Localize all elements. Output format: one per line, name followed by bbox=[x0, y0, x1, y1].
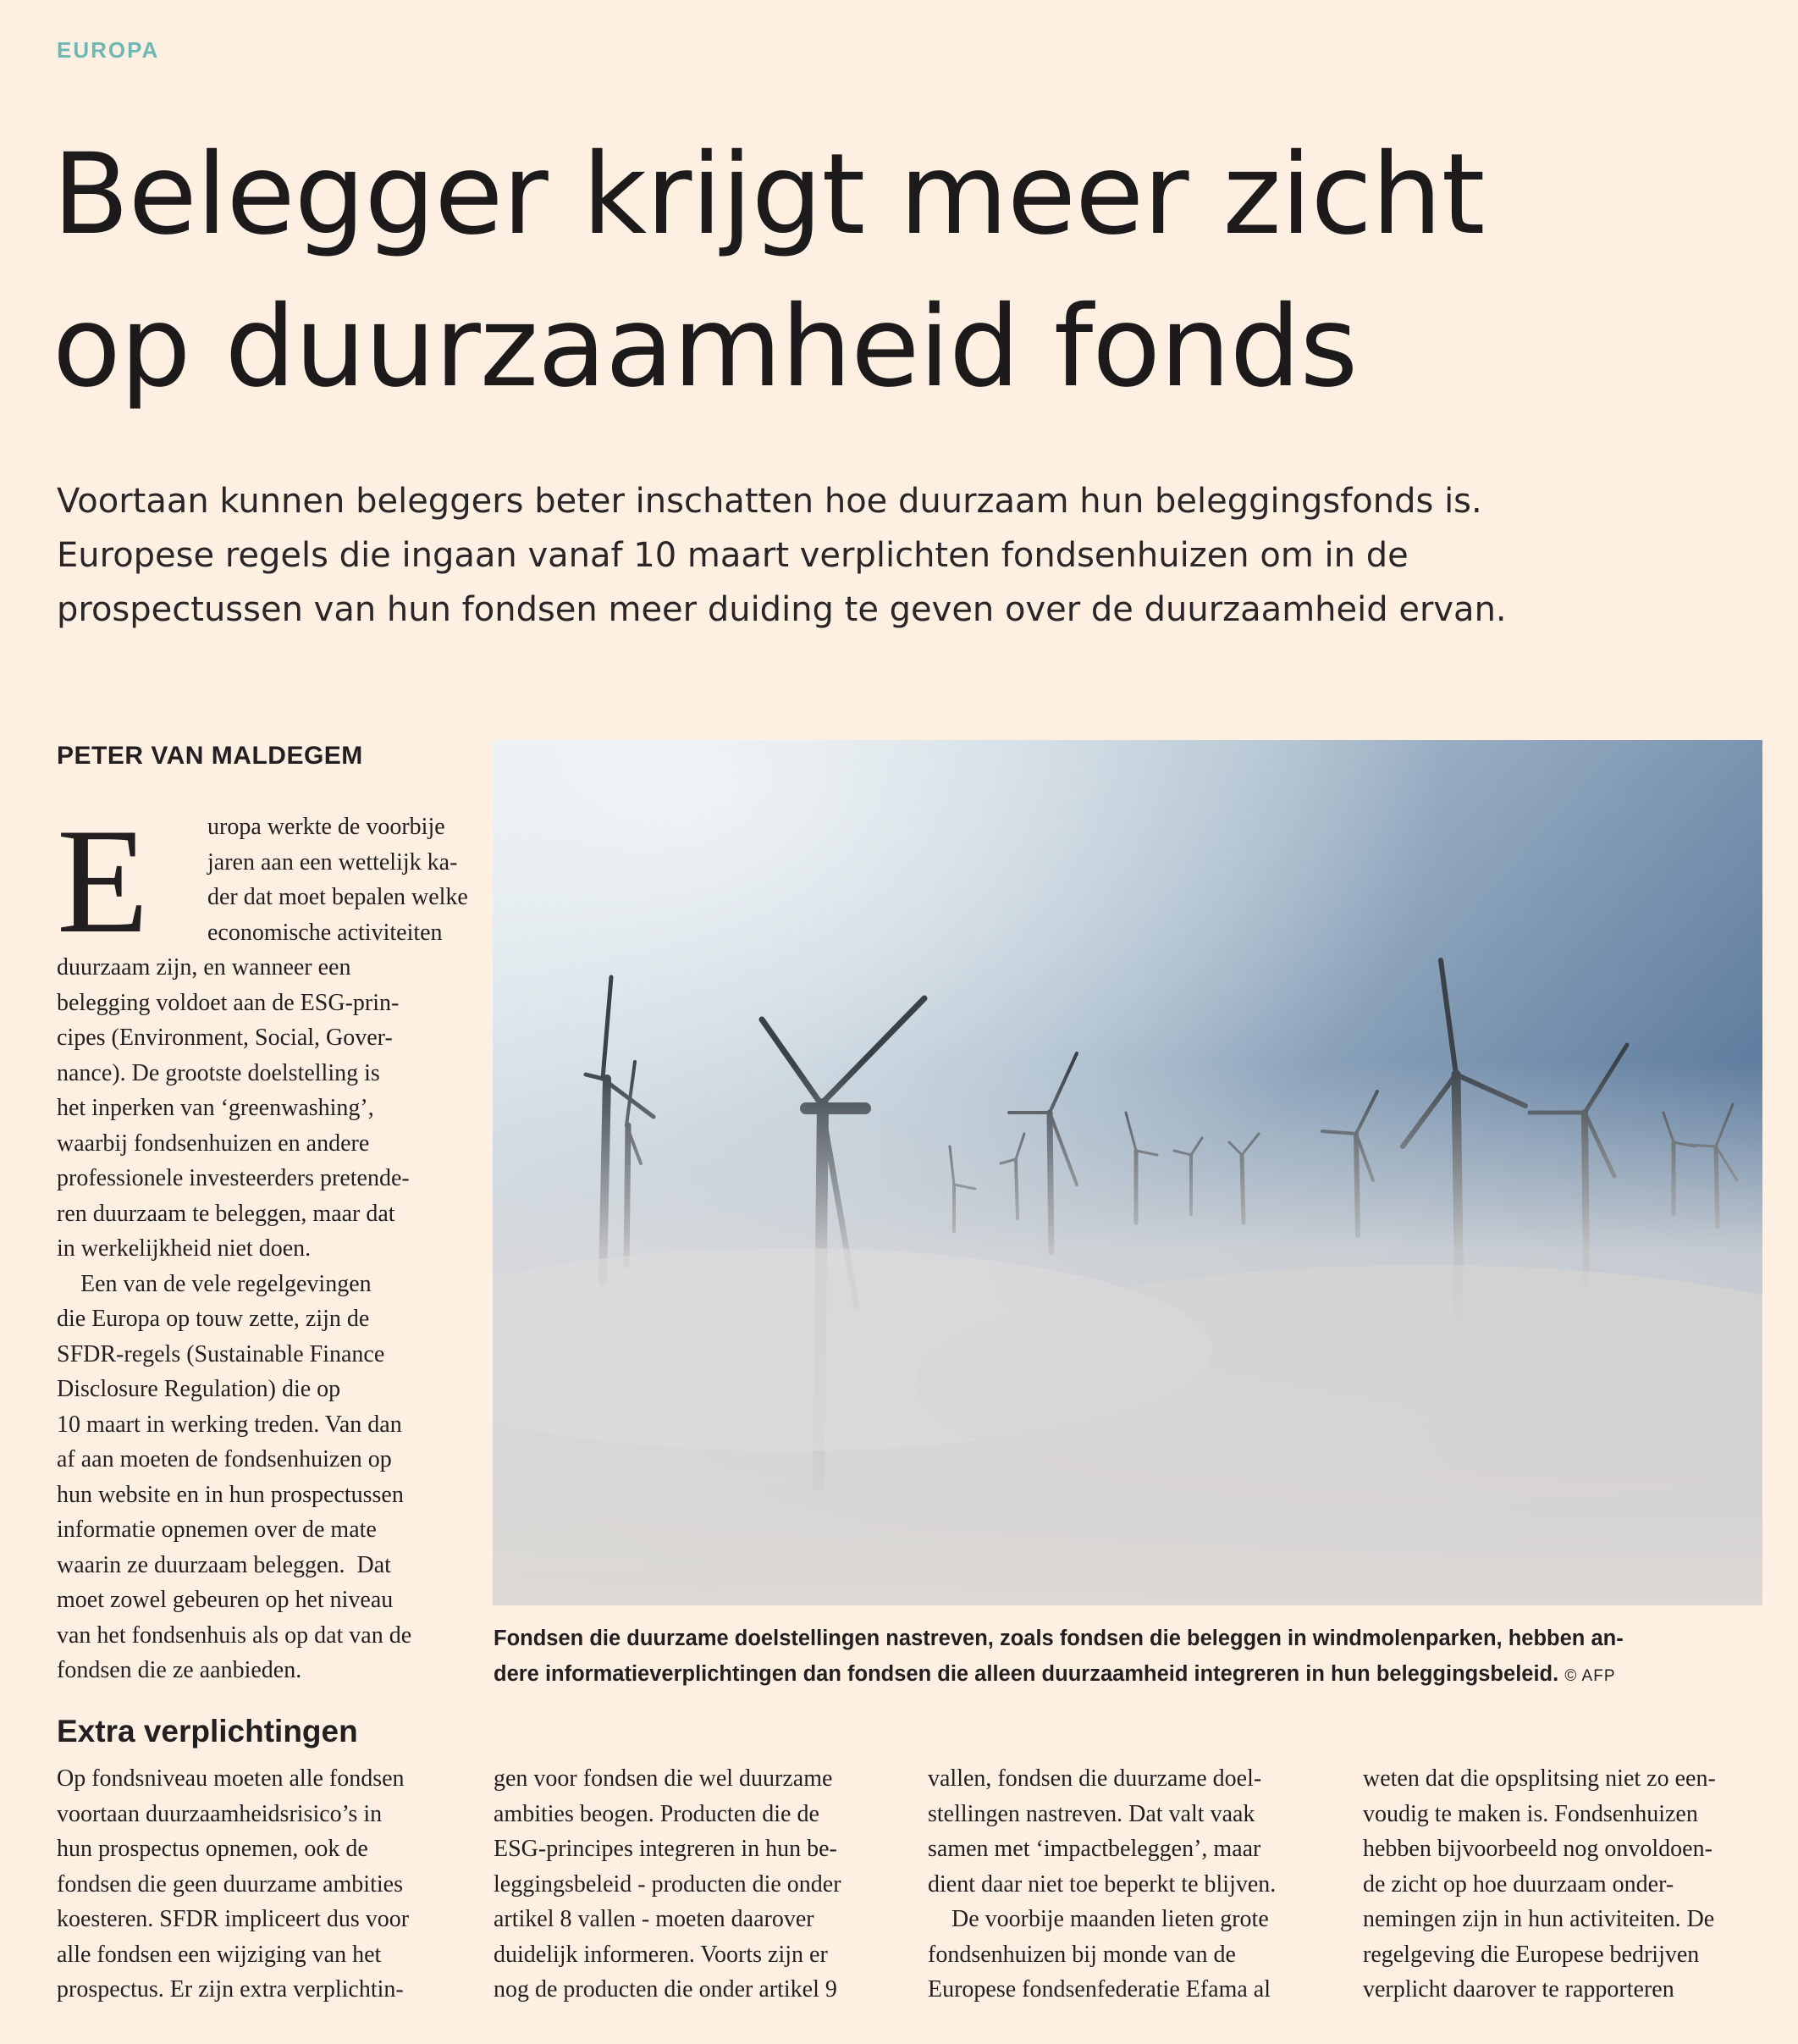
body-line: waarbij fondsenhuizen en andere bbox=[57, 1130, 370, 1157]
body-line: jaren aan een wettelijk ka- bbox=[207, 848, 458, 876]
author-byline: PETER VAN MALDEGEM bbox=[57, 742, 363, 770]
headline bbox=[52, 119, 1746, 423]
body-line: hebben bijvoorbeeld nog onvoldoen- bbox=[1363, 1836, 1713, 1862]
body-line: belegging voldoet aan de ESG-prin- bbox=[57, 989, 400, 1016]
body-line: het inperken van ‘greenwashing’, bbox=[57, 1095, 374, 1121]
body-line: Een van de vele regelgevingen bbox=[57, 1270, 372, 1297]
body-line: Europese fondsenfederatie Efama al bbox=[928, 1976, 1271, 2003]
body-column-4 bbox=[1363, 1761, 1716, 2008]
body-line: Disclosure Regulation) die op bbox=[57, 1376, 341, 1402]
lead-line: Voortaan kunnen beleggers beter inschatten hoe duurzaam hun beleggingsfonds is. bbox=[57, 482, 1482, 521]
body-line: uropa werkte de voorbije bbox=[207, 814, 445, 840]
body-line: duidelijk informeren. Voorts zijn er bbox=[494, 1941, 828, 1968]
body-column-1-bottom bbox=[57, 1761, 409, 2008]
body-line: stellingen nastreven. Dat valt vaak bbox=[928, 1800, 1255, 1827]
body-column-1 bbox=[57, 797, 468, 1688]
body-line: moet zowel gebeuren op het niveau bbox=[57, 1587, 394, 1613]
headline-line: op duurzaamheid fonds bbox=[52, 282, 1358, 412]
lead-paragraph bbox=[57, 474, 1750, 637]
body-line: weten dat die opsplitsing niet zo een- bbox=[1363, 1765, 1716, 1792]
body-line: cipes (Environment, Social, Gover- bbox=[57, 1025, 393, 1051]
body-line: samen met ‘impactbeleggen’, maar bbox=[928, 1836, 1261, 1862]
body-line: De voorbije maanden lieten grote bbox=[928, 1906, 1269, 1932]
body-line: voudig te maken is. Fondsenhuizen bbox=[1363, 1800, 1698, 1827]
caption-text: dere informatieverplichtingen dan fondsen die alleen duurzaamheid integreren in hun beleggingsbeleid. bbox=[494, 1662, 1559, 1686]
body-line: Op fondsniveau moeten alle fondsen bbox=[57, 1765, 405, 1792]
body-line: der dat moet bepalen welke bbox=[207, 884, 468, 910]
body-line: van het fondsenhuis als op dat van de bbox=[57, 1621, 412, 1649]
body-line: nog de producten die onder artikel 9 bbox=[494, 1976, 837, 2003]
section-label: EUROPA bbox=[57, 37, 160, 63]
body-line: af aan moeten de fondsenhuizen op bbox=[57, 1446, 392, 1472]
body-line: gen voor fondsen die wel duurzame bbox=[494, 1765, 833, 1792]
body-line: fondsen die geen duurzame ambities bbox=[57, 1870, 403, 1898]
body-line: informatie opnemen over de mate bbox=[57, 1516, 377, 1543]
lead-line: prospectussen van hun fondsen meer duiding te geven over de duurzaamheid ervan. bbox=[57, 590, 1507, 629]
body-line: in werkelijkheid niet doen. bbox=[57, 1235, 312, 1262]
body-line: ESG-principes integreren in hun be- bbox=[494, 1836, 837, 1862]
body-line: die Europa op touw zette, zijn de bbox=[57, 1306, 370, 1332]
body-line: economische activiteiten bbox=[207, 919, 443, 946]
body-column-2 bbox=[494, 1761, 841, 2008]
body-line: dient daar niet toe beperkt te blijven. bbox=[928, 1870, 1277, 1898]
body-line: verplicht daarover te rapporteren bbox=[1363, 1976, 1674, 2003]
body-line: nance). De grootste doelstelling is bbox=[57, 1059, 380, 1086]
body-line: fondsenhuizen bij monde van de bbox=[928, 1941, 1236, 1968]
body-line: koesteren. SFDR impliceert dus voor bbox=[57, 1906, 410, 1932]
lead-line: Europese regels die ingaan vanaf 10 maart verplichten fondsenhuizen om in de bbox=[57, 536, 1409, 575]
body-line: alle fondsen een wijziging van het bbox=[57, 1941, 382, 1968]
body-line: voortaan duurzaamheidsrisico’s in bbox=[57, 1800, 383, 1827]
body-line: leggingsbeleid - producten die onder bbox=[494, 1870, 841, 1898]
caption-line: Fondsen die duurzame doelstellingen nastreven, zoals fondsen die beleggen in windmolenparken, hebben an- bbox=[494, 1627, 1624, 1650]
body-line: vallen, fondsen die duurzame doel- bbox=[928, 1765, 1262, 1792]
wind-turbines-image bbox=[493, 740, 1762, 1605]
body-line: nemingen zijn in hun activiteiten. De bbox=[1363, 1906, 1715, 1932]
wind-turbines-photo bbox=[493, 740, 1762, 1605]
body-line: duurzaam zijn, en wanneer een bbox=[57, 954, 351, 981]
body-line: regelgeving die Europese bedrijven bbox=[1363, 1941, 1700, 1968]
body-line: SFDR-regels (Sustainable Finance bbox=[57, 1340, 385, 1367]
body-line: prospectus. Er zijn extra verplichtin- bbox=[57, 1976, 404, 2003]
headline-line: Belegger krijgt meer zicht bbox=[52, 130, 1485, 260]
body-line: ren duurzaam te beleggen, maar dat bbox=[57, 1200, 395, 1227]
body-line: professionele investeerders pretende- bbox=[57, 1165, 410, 1191]
body-line: hun prospectus opnemen, ook de bbox=[57, 1836, 368, 1862]
body-line: fondsen die ze aanbieden. bbox=[57, 1657, 302, 1683]
body-line: waarin ze duurzaam beleggen. Dat bbox=[57, 1551, 391, 1578]
photo-credit: © AFP bbox=[1564, 1667, 1616, 1685]
body-line: hun website en in hun prospectussen bbox=[57, 1481, 404, 1508]
subheading: Extra verplichtingen bbox=[57, 1714, 358, 1748]
body-column-3 bbox=[928, 1761, 1276, 2008]
drop-cap: E bbox=[57, 797, 149, 964]
photo-caption bbox=[494, 1621, 1763, 1694]
caption-line bbox=[494, 1656, 1763, 1694]
body-line: de zicht op hoe duurzaam onder- bbox=[1363, 1870, 1674, 1898]
body-line: 10 maart in werking treden. Van dan bbox=[57, 1411, 402, 1438]
body-line: artikel 8 vallen - moeten daarover bbox=[494, 1906, 814, 1932]
body-line: ambities beogen. Producten die de bbox=[494, 1800, 819, 1827]
